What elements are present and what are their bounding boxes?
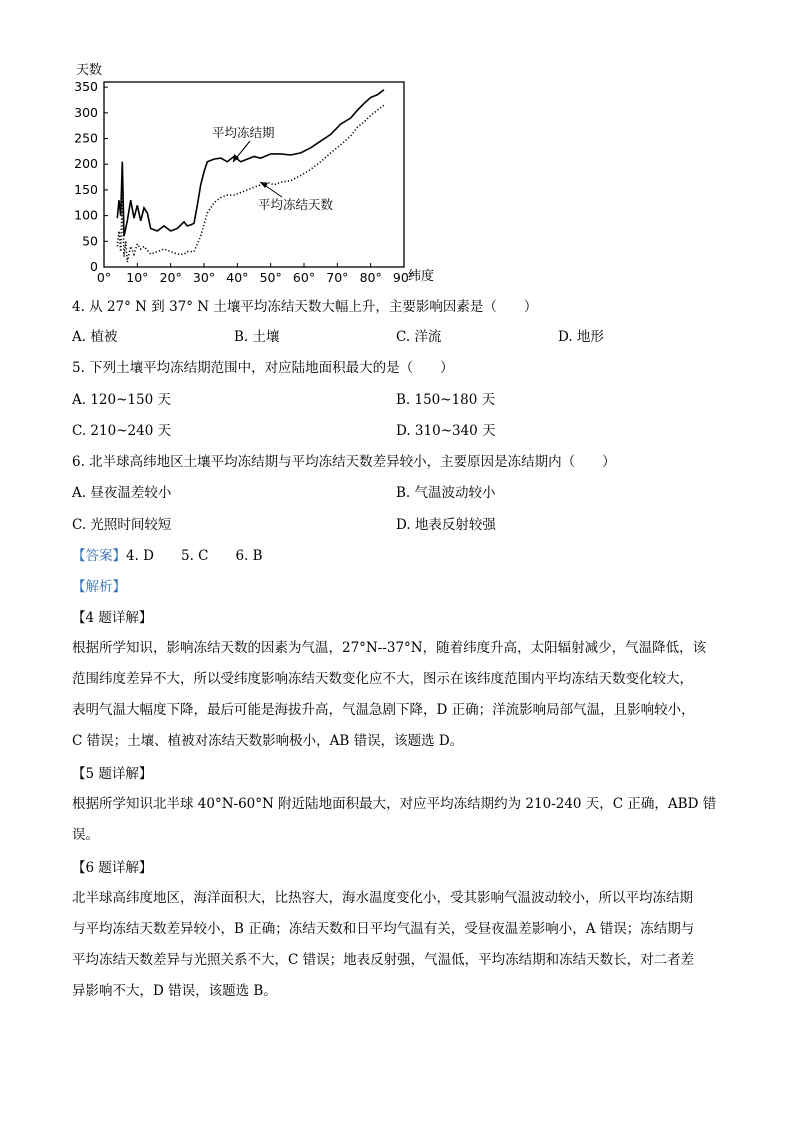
y-tick-label: 150 [74, 181, 98, 197]
q5-option-d: D. 310~340 天 [396, 423, 496, 439]
y-tick-label: 200 [74, 156, 98, 172]
y-tick-label: 350 [74, 79, 98, 95]
q6-analysis-body [72, 883, 720, 1007]
x-tick-label: 10° [126, 270, 149, 285]
y-tick-label: 100 [74, 207, 98, 223]
series-group [117, 90, 384, 262]
answer-text: 4. D 5. C 6. B [126, 548, 263, 564]
answer-tag: 【答案】 [72, 548, 126, 564]
q4-analysis-line: 表明气温大幅度下降，最后可能是海拔升高，气温急剧下降，D 正确；洋流影响局部气温，且影响较小， [72, 702, 695, 718]
q5-analysis-body [72, 789, 720, 851]
q4-analysis-line: C 错误；土壤、植被对冻结天数影响极小，AB 错误，该题选 D。 [72, 733, 464, 749]
freeze-chart [60, 58, 450, 286]
y-tick-label: 0 [90, 259, 98, 274]
q5-option-a: A. 120~150 天 [72, 392, 171, 408]
q4-analysis-line: 范围纬度差异不大，所以受纬度影响冻结天数变化应不大，图示在该纬度范围内平均冻结天数变化较大， [72, 671, 693, 687]
q6-option-c: C. 光照时间较短 [72, 517, 172, 533]
y-tick-label: 300 [74, 104, 98, 120]
q5-analysis-line: 误。 [72, 827, 99, 843]
q4-stem: 4. 从 27° N 到 37° N 土壤平均冻结天数大幅上升，主要影响因素是（ ） [72, 299, 538, 315]
q5-option-c: C. 210~240 天 [72, 423, 172, 439]
q6-analysis-line: 平均冻结天数差异与光照关系不大，C 错误；地表反射强，气温低，平均冻结期和冻结天数长，对二者差 [72, 952, 695, 968]
q4-option-a: A. 植被 [72, 329, 118, 345]
y-tick-group [74, 79, 108, 274]
analysis-tag: 【解析】 [72, 579, 126, 595]
x-tick-label: 60° [292, 270, 316, 285]
q5-option-b: B. 150~180 天 [396, 392, 496, 408]
x-tick-label: 90° [392, 270, 416, 285]
x-tick-label: 20° [159, 270, 182, 285]
answer-line [72, 547, 263, 565]
y-tick-label: 50 [82, 233, 98, 249]
y-axis-label: 天数 [76, 63, 103, 78]
q5-analysis-title: 【5 题详解】 [72, 766, 153, 782]
q4-analysis-body [72, 633, 720, 757]
series-line-freeze-period [117, 90, 384, 237]
x-tick-label: 80° [359, 270, 382, 285]
x-axis-label: 纬度 [408, 269, 435, 284]
x-tick-group [97, 263, 415, 285]
q4-analysis-title: 【4 题详解】 [72, 610, 153, 626]
q6-option-a: A. 昼夜温差较小 [72, 485, 172, 501]
q6-stem: 6. 北半球高纬地区土壤平均冻结期与平均冻结天数差异较小，主要原因是冻结期内（ ） [72, 454, 616, 470]
annotation-freeze-period: 平均冻结期 [212, 125, 275, 140]
q5-stem: 5. 下列土壤平均冻结期范围中，对应陆地面积最大的是（ ） [72, 360, 454, 376]
q6-option-b: B. 气温波动较小 [396, 485, 496, 501]
chart-svg [60, 58, 450, 286]
q6-analysis-line: 与平均冻结天数差异较小，B 正确；冻结天数和日平均气温有关，受昼夜温差影响小，A 错误；冻结期与 [72, 921, 695, 937]
q6-analysis-line: 北半球高纬度地区，海洋面积大，比热容大，海水温度变化小，受其影响气温波动较小，所以平均冻结期 [72, 890, 693, 906]
q4-option-d: D. 地形 [558, 329, 604, 345]
x-tick-label: 70° [326, 270, 349, 285]
annotation-freeze-days: 平均冻结天数 [258, 197, 334, 212]
q4-option-c: C. 洋流 [396, 329, 442, 345]
x-tick-label: 40° [226, 270, 249, 285]
y-tick-label: 250 [74, 130, 98, 146]
x-tick-label: 30° [192, 270, 216, 285]
q5-analysis-line: 根据所学知识北半球 40°N-60°N 附近陆地面积最大，对应平均冻结期约为 210-240 天，C 正确，ABD 错 [72, 796, 717, 812]
x-tick-label: 50° [259, 270, 282, 285]
plot-frame [104, 82, 404, 267]
q6-analysis-title: 【6 题详解】 [72, 860, 153, 876]
q6-analysis-line: 异影响不大，D 错误，该题选 B。 [72, 983, 277, 999]
q4-option-b: B. 土壤 [234, 329, 280, 345]
q4-analysis-line: 根据所学知识，影响冻结天数的因素为气温，27°N--37°N，随着纬度升高，太阳辐射减少，气温降低，该 [72, 640, 707, 656]
q6-option-d: D. 地表反射较强 [396, 517, 496, 533]
x-tick-label: 0° [96, 270, 112, 285]
